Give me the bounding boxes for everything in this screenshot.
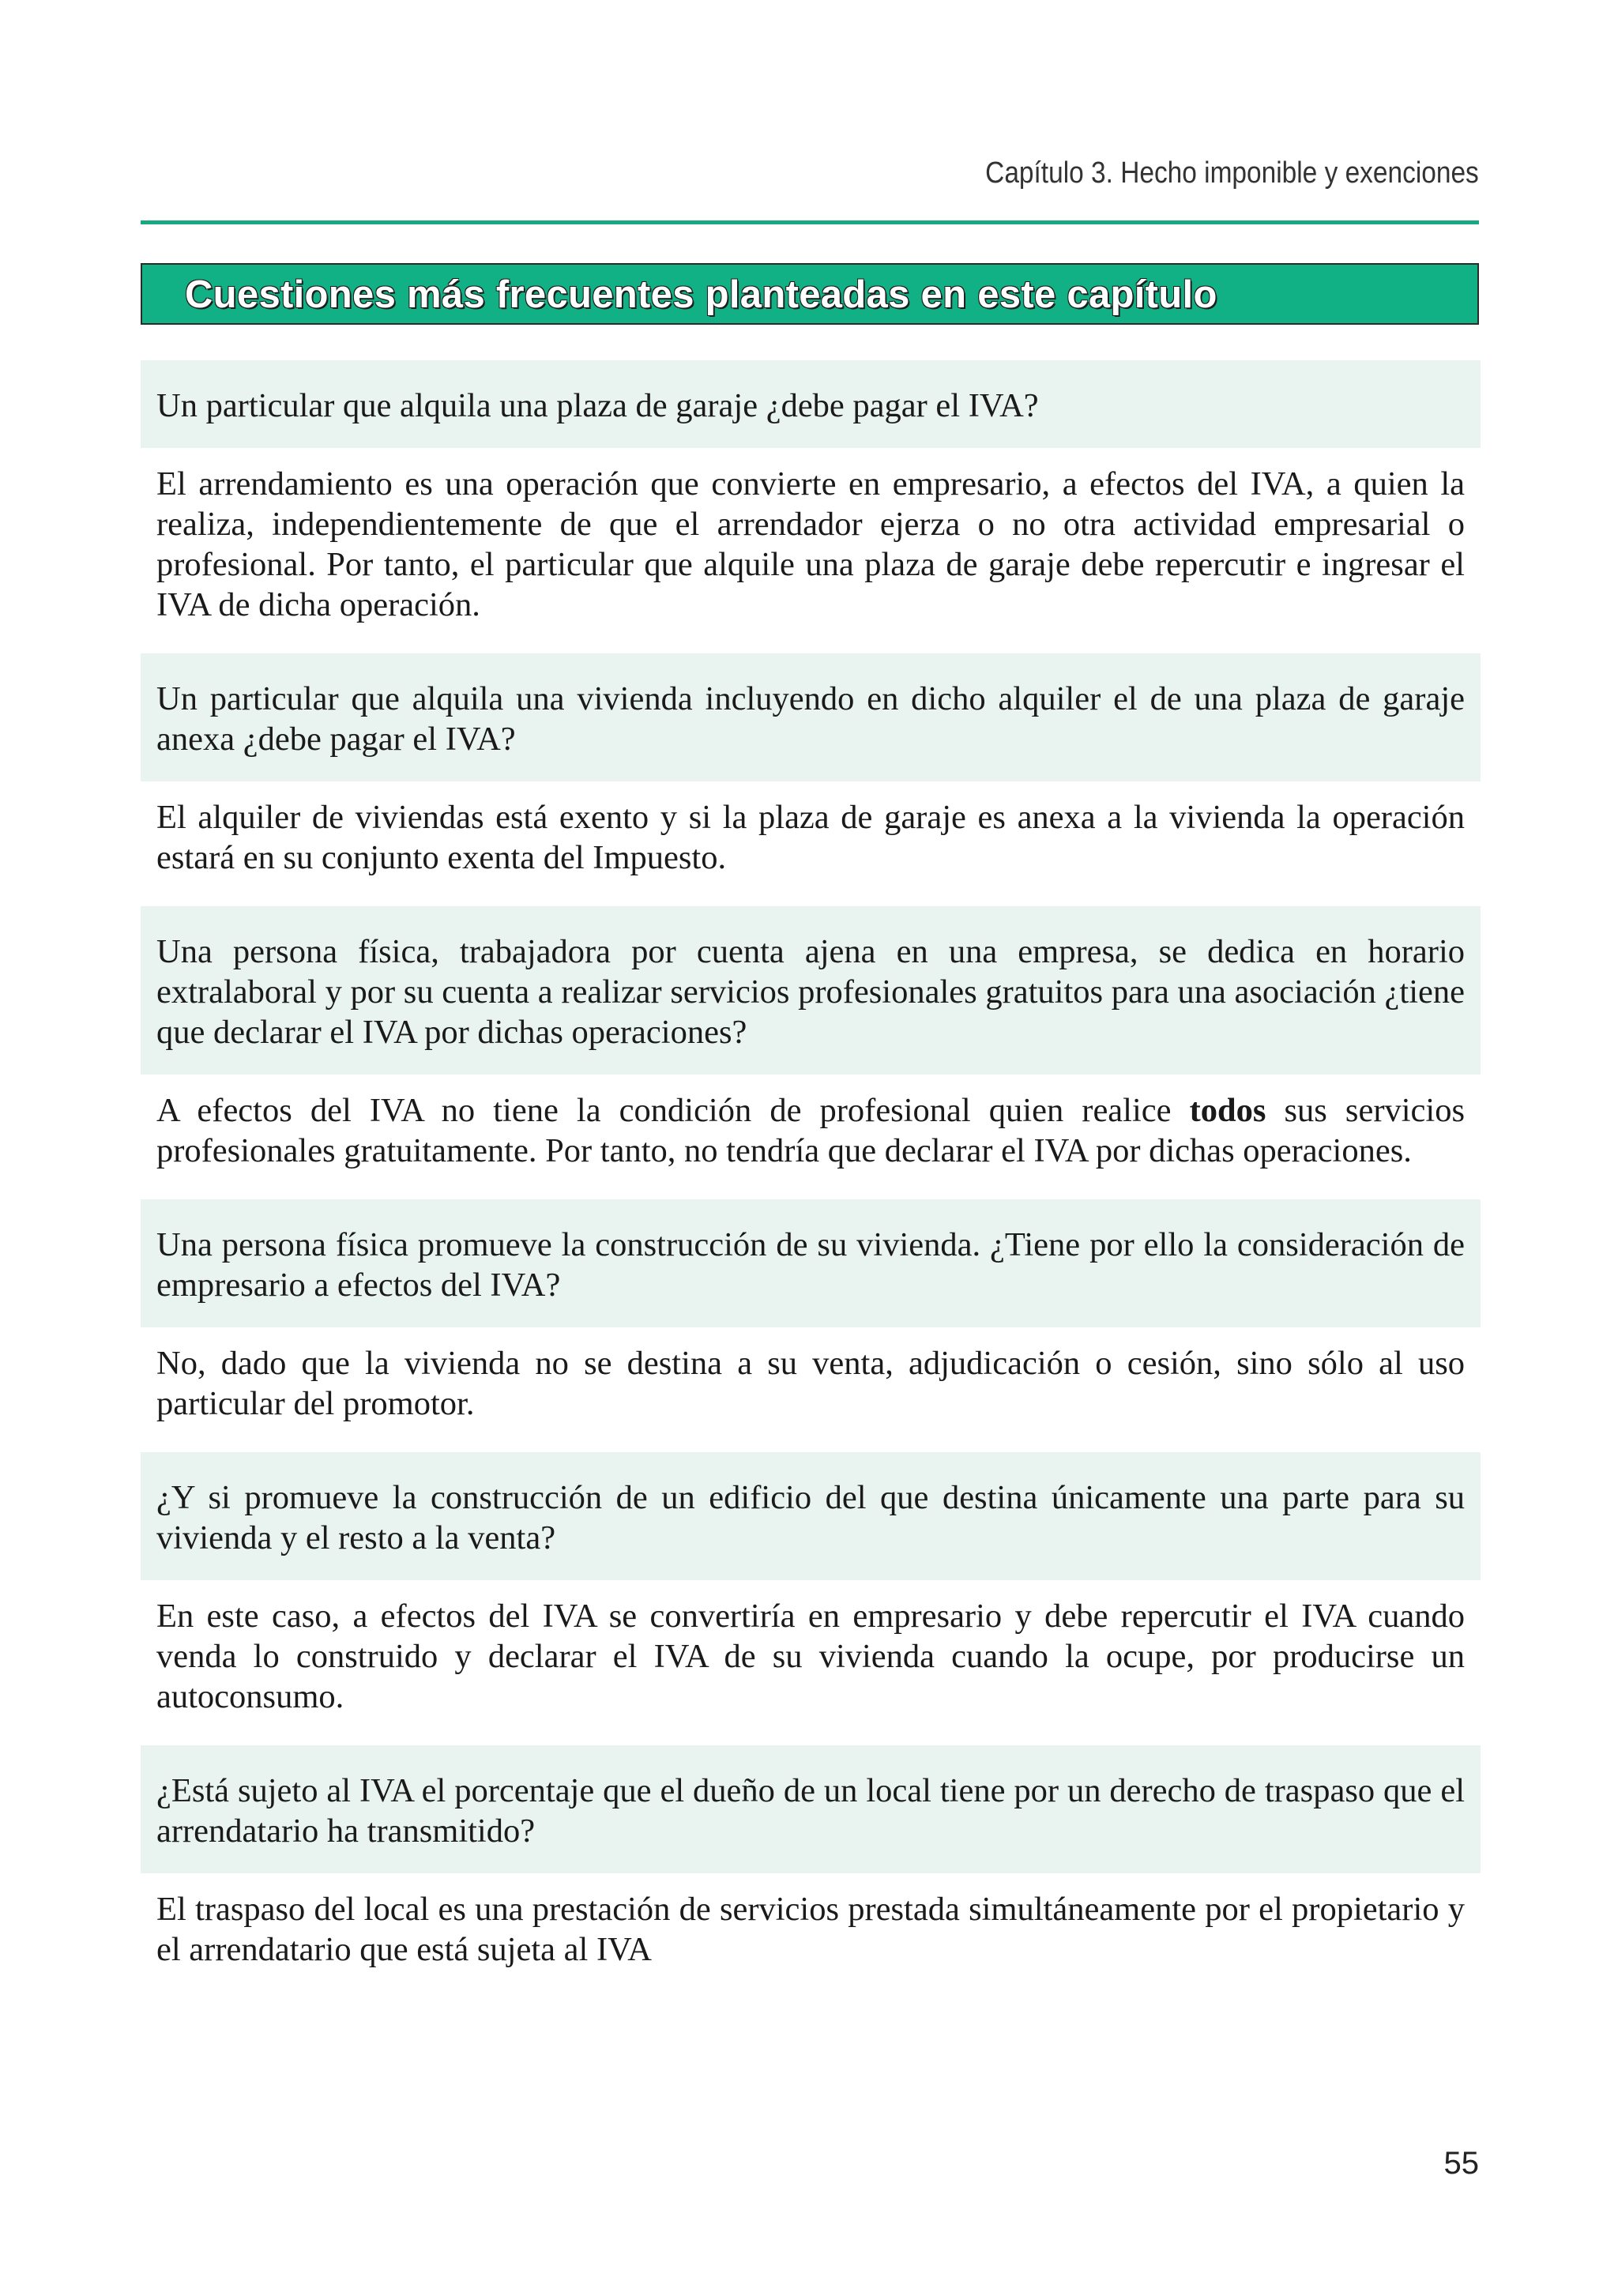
faq-question: Un particular que alquila una plaza de garaje ¿debe pagar el IVA? — [141, 360, 1481, 448]
section-title: Cuestiones más frecuentes planteadas en este capítulo — [185, 273, 1217, 316]
qa-block — [141, 906, 1481, 1171]
faq-question: Una persona física, trabajadora por cuenta ajena en una empresa, se dedica en horario extralaboral y por su cuenta a realizar servicios profesionales gratuitos para una asociación ¿tiene que declarar el IVA por dichas operaciones? — [141, 906, 1481, 1075]
faq-list — [141, 360, 1481, 1998]
qa-block — [141, 1745, 1481, 1970]
qa-block — [141, 1199, 1481, 1424]
faq-answer: El alquiler de viviendas está exento y si la plaza de garaje es anexa a la vivienda la operación estará en su conjunto exenta del Impuesto. — [156, 799, 1465, 876]
faq-answer: El traspaso del local es una prestación de servicios prestada simultáneamente por el propietario y el arrendatario que está sujeta al IVA — [156, 1891, 1465, 1968]
answer-bold-text: todos — [1189, 1092, 1266, 1129]
answer-text: A efectos del IVA no tiene la condición de profesional quien realice — [156, 1092, 1190, 1129]
faq-answer: No, dado que la vivienda no se destina a su venta, adjudicación o cesión, sino sólo al uso particular del promotor. — [156, 1345, 1465, 1422]
faq-answer — [141, 1090, 1481, 1171]
running-header: Capítulo 3. Hecho imponible y exenciones — [985, 156, 1479, 190]
qa-block — [141, 653, 1481, 878]
faq-question: Un particular que alquila una vivienda incluyendo en dicho alquiler el de una plaza de garaje anexa ¿debe pagar el IVA? — [141, 653, 1481, 781]
faq-question: Una persona física promueve la construcción de su vivienda. ¿Tiene por ello la consideración de empresario a efectos del IVA? — [141, 1199, 1481, 1327]
faq-question: ¿Y si promueve la construcción de un edificio del que destina únicamente una parte para su vivienda y el resto a la venta? — [141, 1452, 1481, 1580]
faq-question: ¿Está sujeto al IVA el porcentaje que el dueño de un local tiene por un derecho de traspaso que el arrendatario ha transmitido? — [141, 1745, 1481, 1873]
qa-block — [141, 1452, 1481, 1717]
qa-block — [141, 360, 1481, 625]
section-banner — [141, 263, 1479, 325]
faq-answer: El arrendamiento es una operación que convierte en empresario, a efectos del IVA, a quien la realiza, independientemente de que el arrendador ejerza o no otra actividad empresarial o profesional. Por tanto, el particular que alquile una plaza de garaje debe repercutir e ingresar el IVA de dicha operación. — [156, 465, 1465, 623]
page-number: 55 — [1443, 2146, 1479, 2181]
answer-text: sus servicios profesionales gratuitamente. Por tanto, no tendría que declarar el IVA por dichas operaciones. — [156, 1092, 1466, 1169]
header-rule — [141, 220, 1479, 224]
faq-answer: En este caso, a efectos del IVA se convertiría en empresario y debe repercutir el IVA cuando venda lo construido y declarar el IVA de su vivienda cuando la ocupe, por producirse un autoconsumo. — [156, 1598, 1465, 1715]
